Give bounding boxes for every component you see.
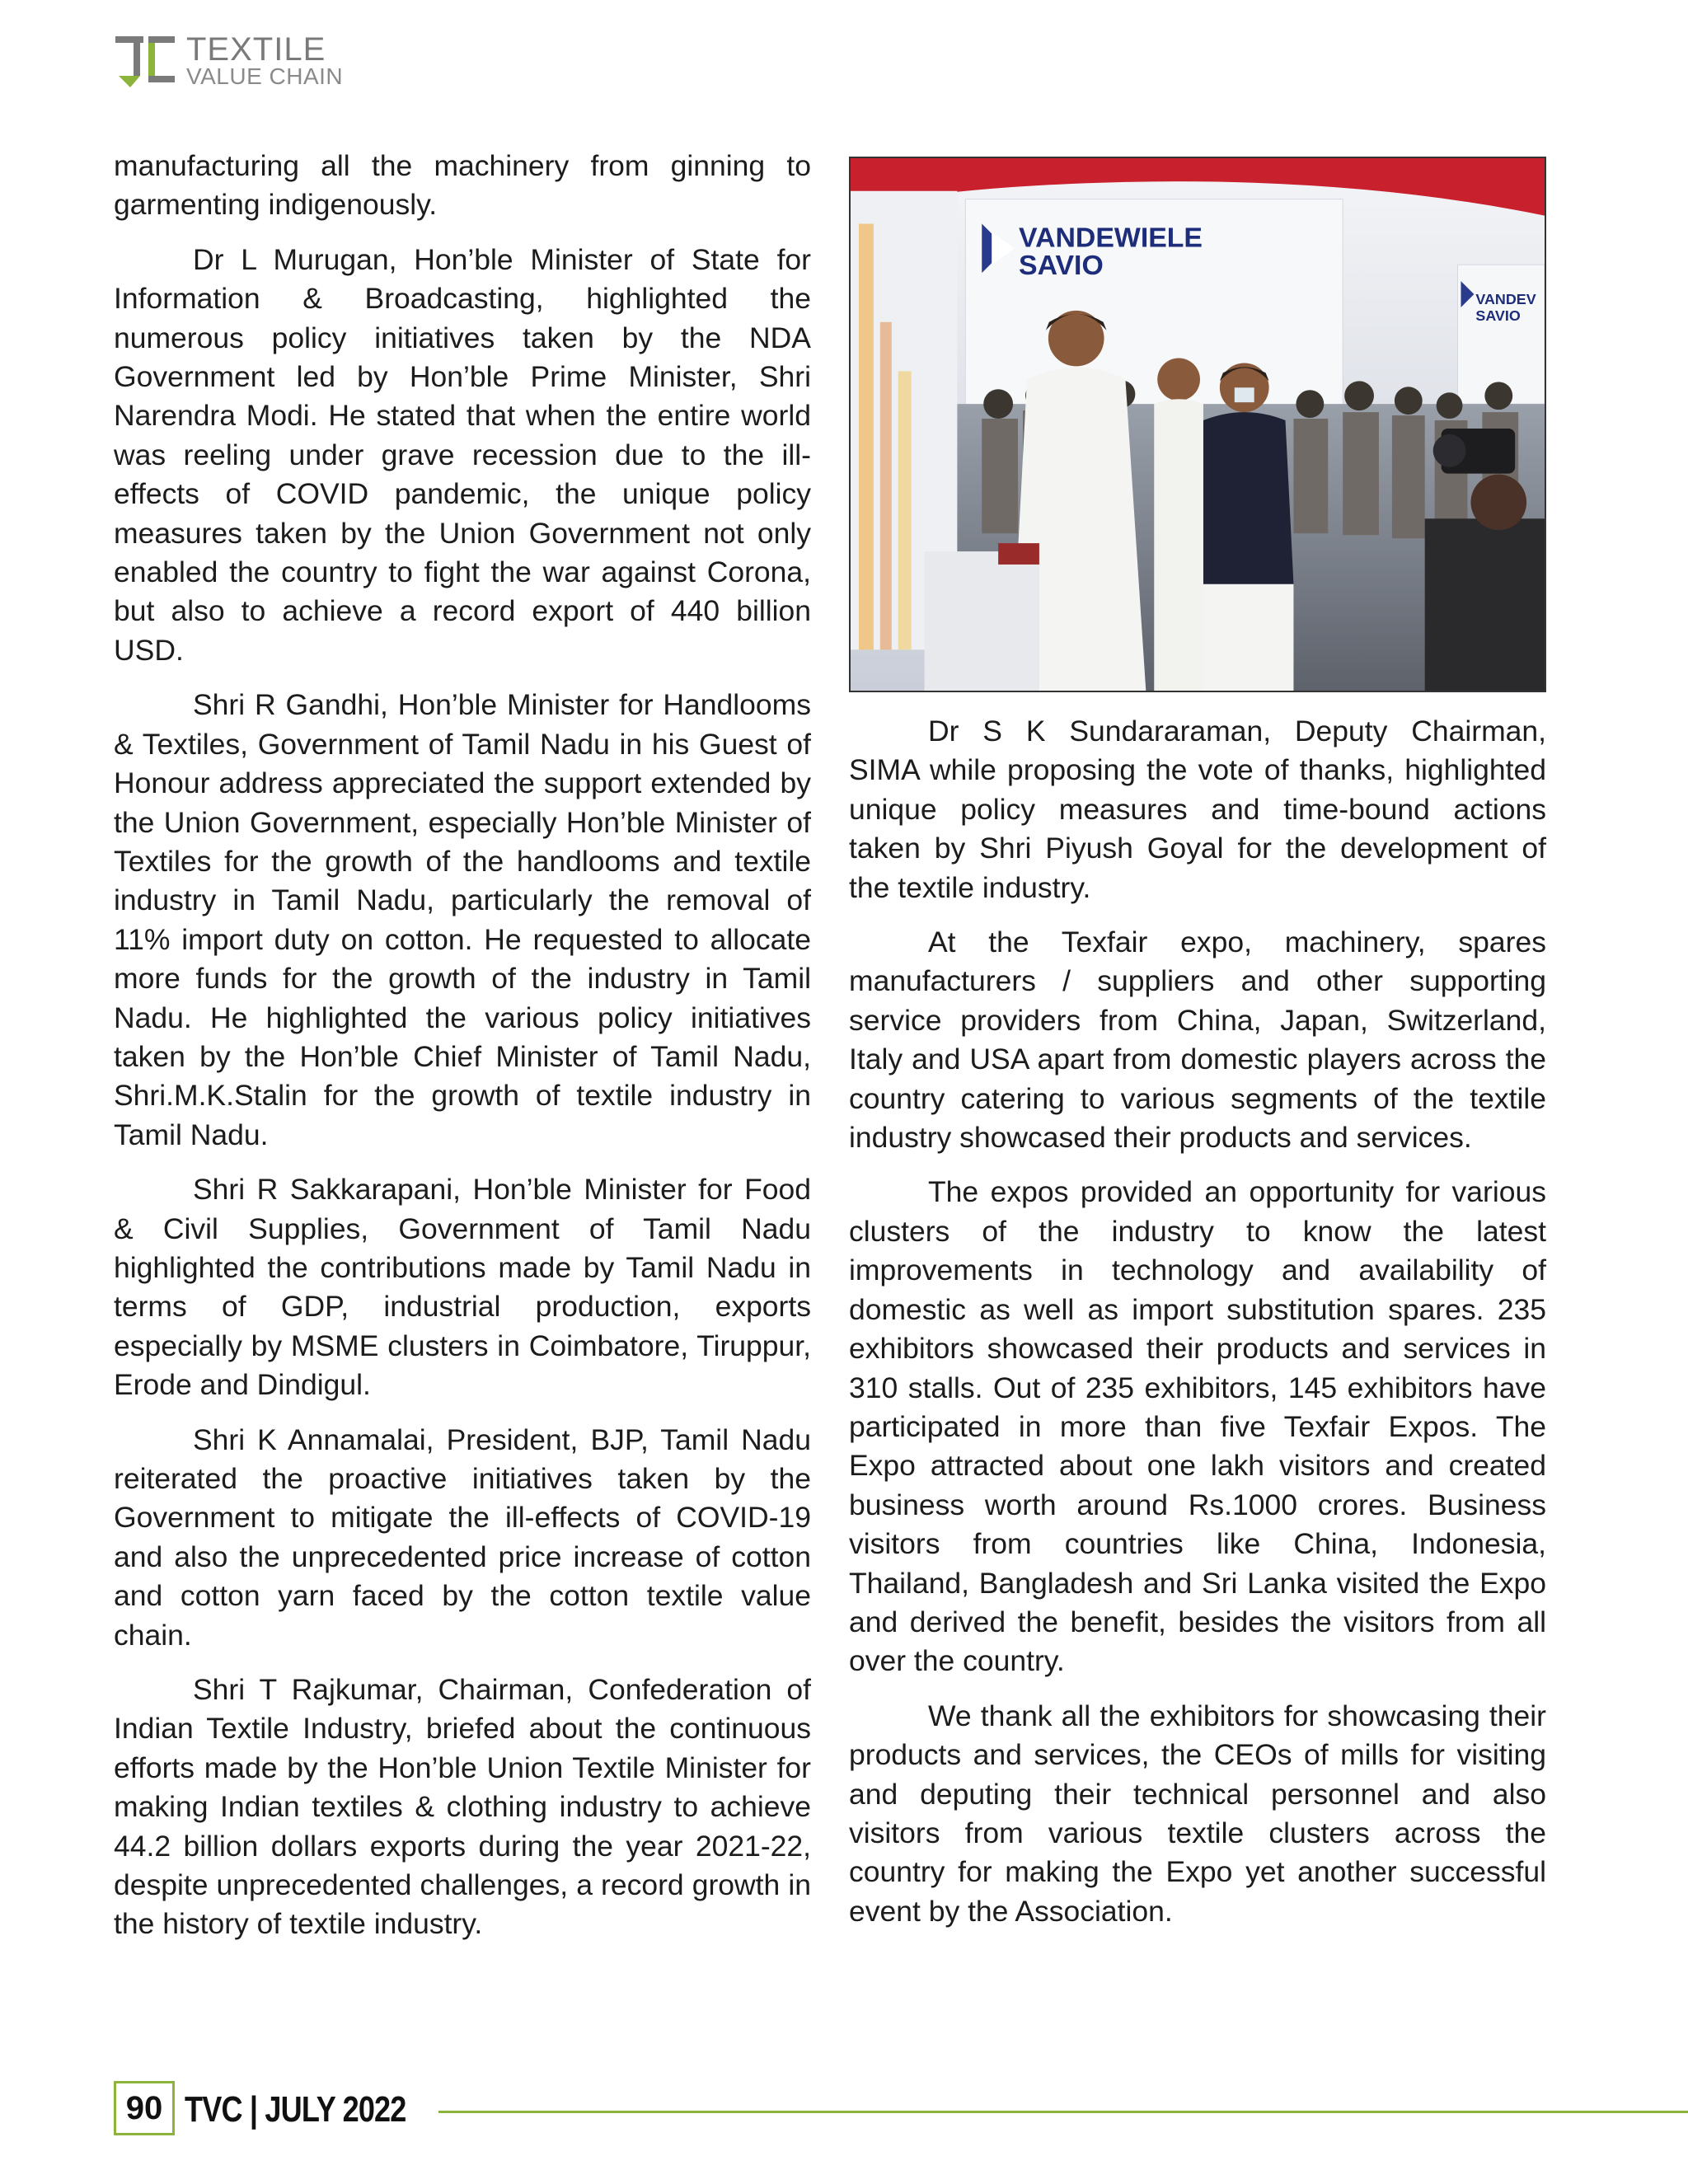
paragraph: Shri R Gandhi, Hon’ble Minister for Handlooms & Textiles, Government of Tamil Nadu in his Guest of Honour address appreciated the support extended by the Union Government, especially Hon’ble Minister of Textiles for the growth of the handlooms and textile industry in Tamil Nadu, particularly the removal of 11% import duty on cotton. He requested to allocate more funds for the growth of the industry in Tamil Nadu. He highlighted the various policy initiatives taken by the Hon’ble Chief Minister of Tamil Nadu, Shri.M.K.Stalin for the growth of textile industry in Tamil Nadu. bbox=[114, 688, 811, 1151]
publication-logo bbox=[114, 33, 361, 95]
right-column bbox=[849, 712, 1546, 1947]
paragraph: Shri T Rajkumar, Chairman, Confederation of Indian Textile Industry, briefed about the continuous efforts made by the Hon’ble Union Textile Minister for making Indian textiles & clothing industry to achieve 44.2 billion dollars exports during the year 2021-22, despite unprecedented challenges, a record growth in the history of textile industry. bbox=[114, 1673, 811, 1941]
footer-rule bbox=[438, 2111, 1688, 2113]
page-number: 90 bbox=[114, 2081, 175, 2135]
booth-sign-side-line2: SAVIO bbox=[1475, 307, 1521, 324]
booth-sign-line1: VANDEWIELE bbox=[1019, 222, 1203, 254]
expo-photo-illustration bbox=[851, 158, 1545, 691]
left-column bbox=[114, 147, 811, 1960]
paragraph: At the Texfair expo, machinery, spares manufacturers / suppliers and other supporting service providers from China, Japan, Switzerland, Italy and USA apart from domestic players across the country catering to various segments of the textile industry showcased their products and services. bbox=[849, 926, 1546, 1155]
logo-subtitle: VALUE CHAIN bbox=[186, 63, 344, 89]
issue-label: TVC | JULY 2022 bbox=[185, 2089, 406, 2130]
tvc-logo-icon bbox=[114, 33, 180, 92]
paragraph: Shri K Annamalai, President, BJP, Tamil Nadu reiterated the proactive initiatives taken by the Government to mitigate the ill-effects of COVID-19 and also the unprecedented price increase of cotton and cotton yarn faced by the cotton textile value chain. bbox=[114, 1422, 811, 1652]
logo-title: TEXTILE bbox=[186, 31, 326, 68]
event-photo bbox=[849, 157, 1546, 692]
paragraph: The expos provided an opportunity for various clusters of the industry to know the latest improvements in technology and availability of domestic as well as import substitution spares. 235 exhibitors showcased their products and services in 310 stalls. Out of 235 exhibitors, 145 exhibitors have participated in more than five Texfair Expos. The Expo attracted about one lakh visitors and created business worth around Rs.1000 crores. Business visitors from countries like China, Indonesia, Thailand, Bangladesh and Sri Lanka visited the Expo and derived the benefit, besides the visitors from all over the country. bbox=[849, 1175, 1546, 1678]
paragraph: Dr S K Sundararaman, Deputy Chairman, SIMA while proposing the vote of thanks, highlighted unique policy measures and time-bound actions taken by Shri Piyush Goyal for the development of the textile industry. bbox=[849, 715, 1546, 904]
booth-sign-side-line1: VANDEV bbox=[1475, 290, 1536, 307]
paragraph: Dr L Murugan, Hon’ble Minister of State for Information & Broadcasting, highlighted the numerous policy initiatives taken by the NDA Government led by Hon’ble Prime Minister, Shri Narendra Modi. He stated that when the entire world was reeling under grave recession due to the ill-effects of COVID pandemic, the unique policy measures taken by the Union Government not only enabled the country to fight the war against Corona, but also to achieve a record export of 440 billion USD. bbox=[114, 242, 811, 667]
page-footer bbox=[114, 2081, 1688, 2139]
paragraph: Shri R Sakkarapani, Hon’ble Minister for Food & Civil Supplies, Government of Tamil Nadu highlighted the contributions made by Tamil Nadu in terms of GDP, industrial production, exports especially by MSME clusters in Coimbatore, Tiruppur, Erode and Dindigul. bbox=[114, 1173, 811, 1402]
paragraph: manufacturing all the machinery from ginning to garmenting indigenously. bbox=[114, 149, 811, 222]
paragraph: We thank all the exhibitors for showcasing their products and services, the CEOs of mills for visiting and deputing their technical personnel and also visitors from various textile clusters across the country for making the Expo yet another successful event by the Association. bbox=[849, 1699, 1546, 1928]
booth-sign-line2: SAVIO bbox=[1019, 250, 1104, 282]
